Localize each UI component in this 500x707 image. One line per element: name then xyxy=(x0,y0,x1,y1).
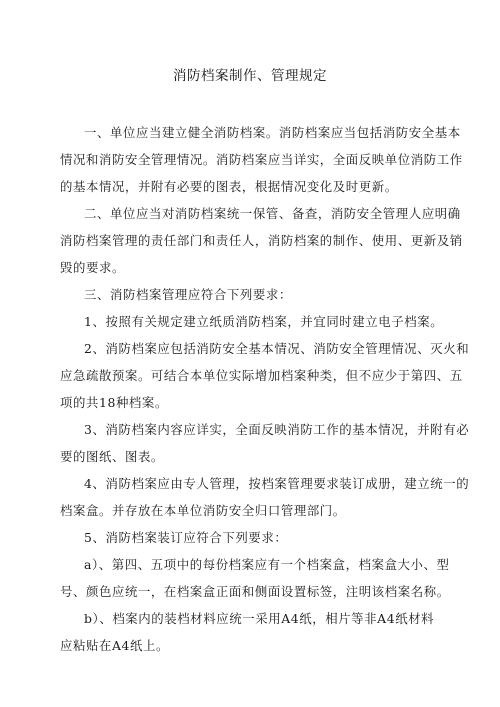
paragraph-line: 要的图纸、图表。 xyxy=(60,449,164,464)
paragraph-line: 毁的要求。 xyxy=(60,260,125,275)
paragraph-line: b）、档案内的装档材料应统一采用A4纸，相片等非A4纸材料 xyxy=(84,611,435,626)
document-title: 消防档案制作、管理规定 xyxy=(173,68,327,84)
paragraph-line: 消防档案管理的责任部门和责任人，消防档案的制作、使用、更新及销 xyxy=(60,233,463,248)
paragraph-line: 应粘贴在A4纸上。 xyxy=(60,638,169,653)
paragraph-line: 应急疏散预案。可结合本单位实际增加档案种类，但不应少于第四、五 xyxy=(60,368,463,383)
paragraph-line: 二、单位应当对消防档案统一保管、备查，消防安全管理人应明确 xyxy=(84,206,461,221)
paragraph-line: 5、消防档案装订应符合下列要求： xyxy=(84,530,288,545)
paragraph-line: 档案盒。并存放在本单位消防安全归口管理部门。 xyxy=(60,503,346,518)
paragraph-line: 项的共18种档案。 xyxy=(60,395,168,410)
paragraph-line: 4、消防档案应由专人管理，按档案管理要求装订成册，建立统一的 xyxy=(84,476,470,491)
paragraph-line: a）、第四、五项中的每份档案应有一个档案盒，档案盒大小、型 xyxy=(84,557,450,572)
paragraph-line: 一、单位应当建立健全消防档案。消防档案应当包括消防安全基本 xyxy=(84,125,461,140)
paragraph-line: 1、按照有关规定建立纸质消防档案，并宜同时建立电子档案。 xyxy=(84,314,444,329)
paragraph-line: 三、消防档案管理应符合下列要求： xyxy=(84,287,292,302)
paragraph-line: 2、消防档案应包括消防安全基本情况、消防安全管理情况、灭火和 xyxy=(84,341,470,356)
paragraph-line: 情况和消防安全管理情况。消防档案应当详实，全面反映单位消防工作 xyxy=(60,152,463,167)
paragraph-line: 的基本情况，并附有必要的图表，根据情况变化及时更新。 xyxy=(60,179,398,194)
paragraph-line: 号、颜色应统一，在档案盒正面和侧面设置标签，注明该档案名称。 xyxy=(60,584,450,599)
paragraph-line: 3、消防档案内容应详实，全面反映消防工作的基本情况，并附有必 xyxy=(84,422,470,437)
